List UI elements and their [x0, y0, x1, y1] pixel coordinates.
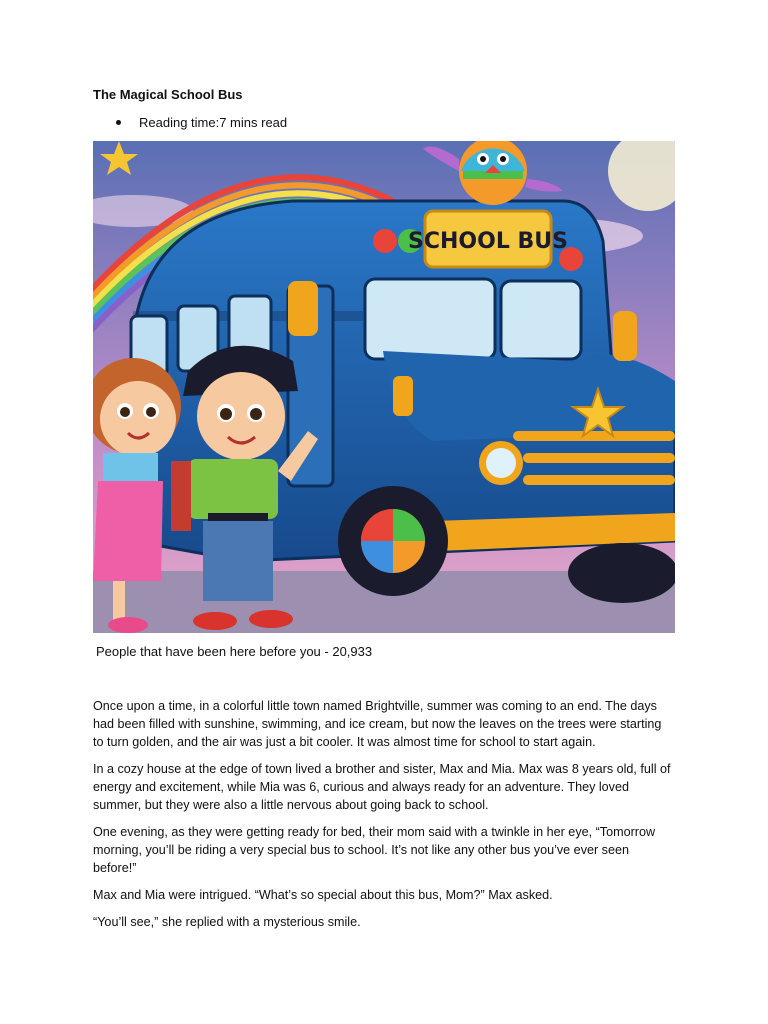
bus-sign: [408, 211, 568, 267]
story-paragraph: “You’ll see,” she replied with a mysterious smile.: [93, 915, 361, 929]
visitor-count: People that have been here before you - 20,933: [96, 644, 373, 659]
story-paragraph: In a cozy house at the edge of town lived a brother and sister, Max and Mia. Max was 8 years old, full of energy and excitement, while Mia was 6, curious and always ready for an adventure. They loved summer, but they were also a little nervous about going back to school.: [93, 762, 671, 812]
reading-time-item: [116, 115, 287, 130]
story-title: The Magical School Bus: [93, 87, 243, 102]
story-paragraph: Max and Mia were intrigued. “What’s so special about this bus, Mom?” Max asked.: [93, 888, 553, 902]
school-bus-illustration: [93, 141, 675, 633]
story-body: [93, 697, 673, 940]
bus-sign-text: SCHOOL BUS: [408, 229, 568, 254]
bullet-icon: [116, 120, 121, 125]
reading-time-label: Reading time:7 mins read: [139, 115, 288, 130]
story-paragraph: One evening, as they were getting ready for bed, their mom said with a twinkle in her eye, “Tomorrow morning, you’ll be riding a very special bus to school. It’s not like any other bus you’ve ever seen before!”: [93, 825, 656, 875]
story-paragraph: Once upon a time, in a colorful little town named Brightville, summer was coming to an end. The days had been filled with sunshine, swimming, and ice cream, but now the leaves on the trees were starting to turn golden, and the air was just a bit cooler. It was almost time for school to start again.: [93, 699, 662, 749]
